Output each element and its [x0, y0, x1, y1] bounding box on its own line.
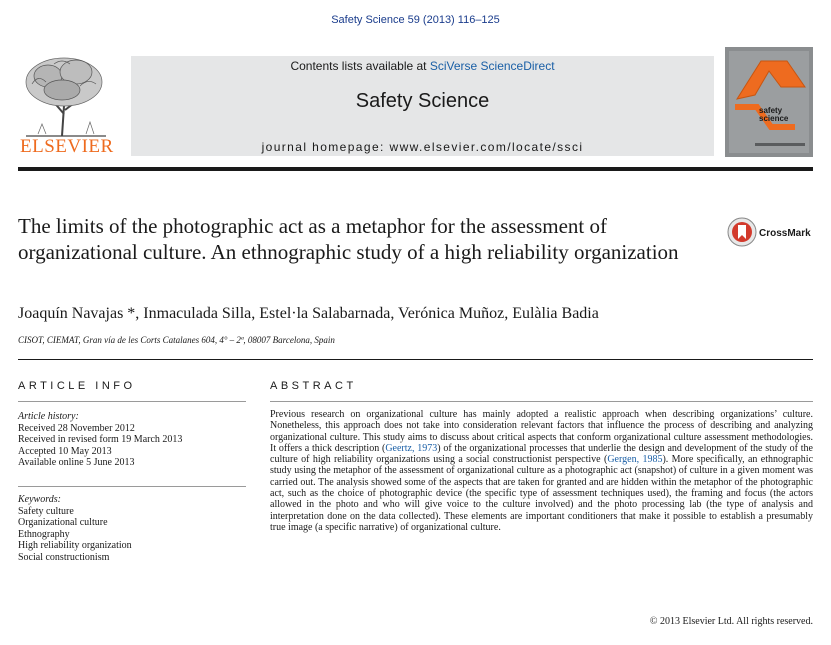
crossmark-badge[interactable]	[727, 217, 817, 249]
reference-link-geertz[interactable]: Geertz, 1973	[385, 442, 438, 454]
article-history	[18, 411, 182, 469]
keywords-block	[18, 494, 132, 564]
keywords-label: Keywords:	[18, 494, 61, 505]
history-item: Accepted 10 May 2013	[18, 445, 112, 457]
article-info-heading: ARTICLE INFO	[18, 380, 136, 392]
abstract-text	[270, 409, 813, 533]
copyright-notice: © 2013 Elsevier Ltd. All rights reserved.	[649, 616, 813, 627]
masthead-rule	[18, 167, 813, 171]
history-item: Received 28 November 2012	[18, 422, 135, 434]
abstract-part-1: Previous research on organizational culture has mainly adopted a realistic approach when describing organizations’ culture. Nonetheless, this approach does not take into consideration relevant factors that influence the process of describing and analyzing organizational culture. This study aims to discuss about critical aspects that conform organizational culture assessment methodologies. It offers a thick description (	[270, 409, 813, 454]
reference-link-gergen[interactable]: Gergen, 1985	[607, 454, 663, 466]
journal-citation[interactable]: Safety Science 59 (2013) 116–125	[331, 14, 500, 26]
keyword-item: Organizational culture	[18, 517, 108, 529]
article-info-rule	[18, 401, 246, 402]
keyword-item: Ethnography	[18, 528, 70, 540]
journal-cover-title: safety science	[759, 106, 789, 123]
article-title: The limits of the photographic act as a metaphor for the assessment of organizational culture. An ethnographic study of a high reliability organization	[18, 214, 679, 264]
contents-prefix: Contents lists available at	[290, 59, 430, 73]
abstract-heading: ABSTRACT	[270, 380, 357, 392]
article-authors[interactable]: Joaquín Navajas *, Inmaculada Silla, Estel·la Salabarnada, Verónica Muñoz, Eulàlia Badia	[18, 305, 599, 322]
sciencedirect-link[interactable]: SciVerse ScienceDirect	[429, 59, 555, 73]
journal-homepage[interactable]: journal homepage: www.elsevier.com/locate/ssci	[261, 140, 584, 154]
keyword-item: High reliability organization	[18, 540, 132, 552]
author-affiliation: CISOT, CIEMAT, Gran vía de les Corts Catalanes 604, 4° – 2ª, 08007 Barcelona, Spain	[18, 335, 335, 345]
keywords-rule	[18, 486, 246, 487]
elsevier-logo[interactable]	[18, 54, 114, 158]
abstract-part-2: ) of the organizational processes that underlie the design and development of the study of the culture of high reliability organizations using a social constructionist perspective (	[270, 442, 813, 466]
crossmark-icon	[727, 217, 757, 249]
keyword-item: Safety culture	[18, 505, 74, 517]
contents-availability	[131, 59, 714, 73]
journal-title[interactable]: Safety Science	[355, 90, 490, 112]
journal-masthead	[18, 54, 813, 158]
keyword-item: Social constructionism	[18, 551, 110, 563]
abstract-part-3: ). More specifically, an ethnographic study using the metaphor of the assessment of organizational culture as a photographic act (snapshot) of culture in a given moment was carried out. The analysis showed some of the aspects that are taken for granted and are hidden within the metaphor of the photographic act, such as the choice of photographic device (the specific type of assessment techniques used), the framing and focus (the actors allowed in the photo and who will give voice to the culture involved) and the photo processing lab (the type of analysis and interpretation done on the data collected). These elements are important conditioners that make it possible to establish a presumably true image (a specific narrative) of organizational culture.	[270, 454, 814, 533]
history-item: Received in revised form 19 March 2013	[18, 434, 183, 446]
article-history-label: Article history:	[18, 411, 79, 422]
crossmark-label: CrossMark	[759, 228, 811, 239]
journal-cover-graphic	[725, 47, 813, 157]
abstract-rule	[270, 401, 813, 402]
history-item: Available online 5 June 2013	[18, 457, 135, 469]
journal-banner	[131, 56, 714, 156]
elsevier-wordmark: ELSEVIER	[20, 136, 114, 157]
elsevier-tree-icon	[18, 54, 114, 138]
journal-cover[interactable]	[725, 47, 813, 157]
header-rule	[18, 359, 813, 360]
